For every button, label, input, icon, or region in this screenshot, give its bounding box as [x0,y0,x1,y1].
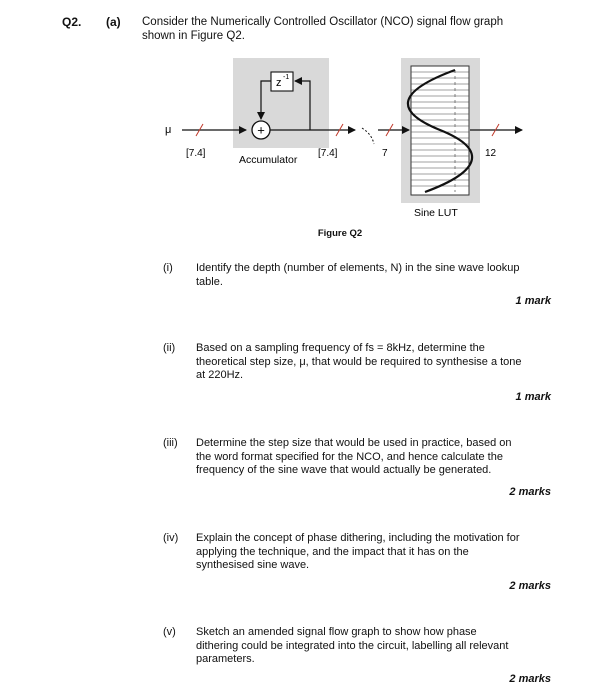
output-bits-label: 12 [485,148,497,159]
intro-line-2: shown in Figure Q2. [142,30,245,42]
subq-line: at 220Hz. [196,369,244,381]
subq-line: table. [196,275,223,288]
subq-text [196,532,552,573]
subq-marks: 2 marks [509,580,551,592]
format-in-label: [7.4] [186,148,206,159]
subq-line: Determine the step size that would be used in practice, based on [196,437,512,449]
input-mu-label: μ [165,124,172,136]
subq-label: (i) [163,262,173,274]
question-number: Q2. [62,15,82,29]
subq-marks: 2 marks [509,673,551,685]
subq-label: (iv) [163,532,179,544]
subq-text [196,342,552,383]
subq-line: theoretical step size, μ, that would be required to synthesise a tone [196,355,522,368]
truncation-bits-label: 7 [382,148,388,159]
subq-line: parameters. [196,653,255,665]
subq-line: Sketch an amended signal flow graph to show how phase [196,626,477,638]
subq-line: dithering could be integrated into the circuit, labelling all relevant [196,639,509,652]
format-acc-label: [7.4] [318,148,338,159]
subq-label: (ii) [163,342,176,354]
subq-line: synthesised sine wave. [196,559,310,571]
delay-exponent-label: -1 [283,74,290,81]
subq-line: Identify the depth (number of elements, N) in the sine wave lookup [196,262,520,274]
nco-signal-flow-graph [0,0,603,240]
question-part: (a) [106,15,121,29]
adder-plus-icon: + [257,122,265,138]
subq-line: Explain the concept of phase dithering, including the motivation for [196,532,520,544]
subq-line: the word format specified for the NCO, and hence calculate the [196,450,503,463]
subq-text [196,262,552,289]
figure-caption: Figure Q2 [317,228,363,239]
subq-label: (iii) [163,437,178,449]
subq-line: frequency of the sine wave that would actually be generated. [196,464,492,476]
subq-line: Based on a sampling frequency of fs = 8kHz, determine the [196,342,485,354]
subq-marks: 1 mark [515,295,551,307]
accumulator-label: Accumulator [239,154,298,166]
delay-z-label: z [276,77,282,89]
subq-marks: 1 mark [515,391,551,403]
subq-text [196,437,552,478]
subq-label: (v) [163,626,176,638]
subq-marks: 2 marks [509,486,551,498]
truncation-indicator [362,128,374,144]
sine-lut-label: Sine LUT [414,207,458,219]
subq-text [196,626,552,667]
subq-line: applying the technique, and the impact that it has on the [196,545,469,558]
intro-line-1: Consider the Numerically Controlled Oscillator (NCO) signal flow graph [142,16,504,28]
delay-block [271,72,293,91]
